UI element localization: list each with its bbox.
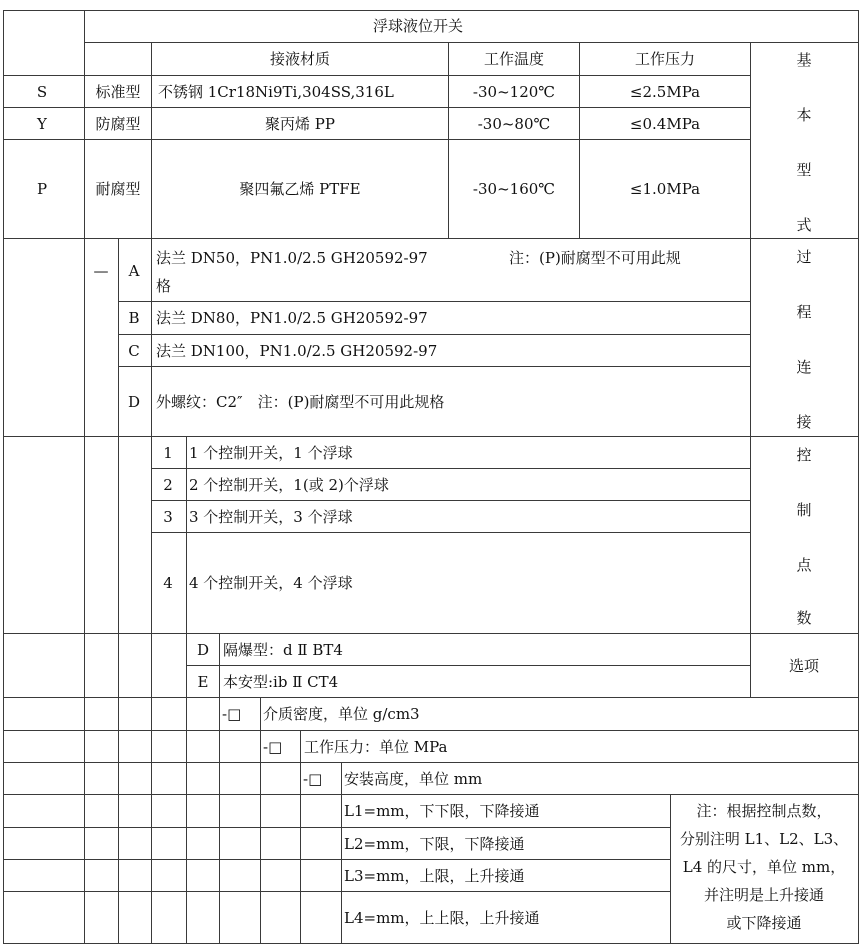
note-line: 并注明是上升接通 xyxy=(703,886,825,904)
param-box: -□ xyxy=(263,738,283,756)
side-label-process: 过 xyxy=(796,248,812,266)
rule xyxy=(858,10,859,944)
rule xyxy=(118,238,119,944)
type-pressure: ≤2.5MPa xyxy=(629,83,701,101)
rule xyxy=(3,238,859,239)
rule xyxy=(3,10,4,944)
param-box: -□ xyxy=(303,770,323,788)
side-label-control: 制 xyxy=(796,501,812,519)
rule xyxy=(3,859,670,860)
rule xyxy=(3,827,670,828)
rule xyxy=(3,762,859,763)
type-material: 聚丙烯 PP xyxy=(265,115,335,133)
connection-note-cont: 格 xyxy=(156,277,172,295)
type-material: 不锈钢 1Cr18Ni9Ti,304SS,316L xyxy=(158,83,394,101)
rule xyxy=(151,42,152,239)
param-text: 工作压力：单位 MPa xyxy=(304,738,448,756)
type-pressure: ≤1.0MPa xyxy=(629,180,701,198)
type-code: S xyxy=(36,83,48,101)
side-label-basic: 式 xyxy=(796,216,812,234)
side-label-basic: 型 xyxy=(796,161,812,179)
rule xyxy=(3,794,859,795)
rule xyxy=(84,10,85,944)
rule xyxy=(3,730,859,731)
type-temperature: -30~80℃ xyxy=(477,115,551,133)
side-label-basic: 本 xyxy=(796,106,812,124)
control-text: 1 个控制开关，1 个浮球 xyxy=(189,444,353,462)
rule xyxy=(341,762,342,944)
option-code: D xyxy=(196,641,210,659)
rule xyxy=(118,301,751,302)
type-code: Y xyxy=(37,115,47,133)
rule xyxy=(3,943,859,944)
rule xyxy=(579,42,580,239)
type-pressure: ≤0.4MPa xyxy=(629,115,701,133)
control-text: 4 个控制开关，4 个浮球 xyxy=(189,574,353,592)
connection-code: B xyxy=(128,309,140,327)
rule xyxy=(448,42,449,239)
control-code: 2 xyxy=(163,476,173,494)
connection-code: A xyxy=(128,262,140,280)
control-text: 3 个控制开关，3 个浮球 xyxy=(189,508,353,526)
control-code: 4 xyxy=(163,574,173,592)
note-line: 分别注明 L1、L2、L3、 xyxy=(679,830,849,848)
rule xyxy=(300,730,301,944)
rule xyxy=(3,633,859,634)
control-code: 1 xyxy=(163,444,173,462)
note-line: 或下降接通 xyxy=(726,914,802,932)
type-temperature: -30~120℃ xyxy=(472,83,556,101)
rule xyxy=(3,139,751,140)
level-text: L4=mm，上上限，上升接通 xyxy=(344,909,540,927)
side-label-control: 控 xyxy=(796,446,812,464)
note-line: L4 的尺寸，单位 mm， xyxy=(682,858,846,876)
rule xyxy=(260,697,261,944)
type-material: 聚四氟乙烯 PTFE xyxy=(239,180,361,198)
header-pressure: 工作压力 xyxy=(634,50,696,68)
rule xyxy=(3,697,859,698)
header-temperature: 工作温度 xyxy=(483,50,545,68)
rule xyxy=(152,468,751,469)
rule xyxy=(3,10,859,11)
option-code: E xyxy=(197,673,209,691)
connection-text: 法兰 DN100，PN1.0/2.5 GH20592-97 xyxy=(156,342,438,360)
rule xyxy=(3,107,751,108)
option-text: 隔爆型：d Ⅱ BT4 xyxy=(223,641,343,659)
side-label-process: 程 xyxy=(796,303,812,321)
connection-text: 法兰 DN80，PN1.0/2.5 GH20592-97 xyxy=(156,309,428,327)
control-text: 2 个控制开关，1(或 2)个浮球 xyxy=(189,476,389,494)
rule xyxy=(3,75,751,76)
connection-note: 注：(P)耐腐型不可用此规 xyxy=(509,249,681,267)
rule xyxy=(118,334,751,335)
rule xyxy=(84,42,859,43)
option-text: 本安型:ib Ⅱ CT4 xyxy=(223,673,339,691)
type-temperature: -30~160℃ xyxy=(472,180,556,198)
connection-dash: — xyxy=(93,262,109,280)
table-title: 浮球液位开关 xyxy=(372,17,464,35)
rule xyxy=(219,633,220,944)
rule xyxy=(152,532,751,533)
level-text: L2=mm，下限，下降接通 xyxy=(344,835,525,853)
rule xyxy=(118,366,751,367)
connection-text: 外螺纹：C2″ 注：(P)耐腐型不可用此规格 xyxy=(156,393,445,411)
note-line: 注：根据控制点数， xyxy=(696,802,832,820)
rule xyxy=(670,794,671,944)
rule xyxy=(750,42,751,698)
rule xyxy=(151,238,152,944)
rule xyxy=(3,891,670,892)
rule xyxy=(186,665,751,666)
type-name: 耐腐型 xyxy=(95,180,141,198)
connection-text: 法兰 DN50，PN1.0/2.5 GH20592-97 xyxy=(156,249,428,267)
side-label-basic: 基 xyxy=(796,51,812,69)
rule xyxy=(3,436,859,437)
param-box: -□ xyxy=(222,705,242,723)
type-code: P xyxy=(36,180,48,198)
connection-code: D xyxy=(127,393,141,411)
side-label-control: 点 xyxy=(796,556,812,574)
side-label-process: 连 xyxy=(796,358,812,376)
type-name: 防腐型 xyxy=(95,115,141,133)
param-text: 介质密度，单位 g/cm3 xyxy=(263,705,420,723)
type-name: 标准型 xyxy=(95,83,141,101)
side-label-options: 选项 xyxy=(788,657,820,675)
side-label-control: 数 xyxy=(796,609,812,627)
rule xyxy=(186,436,187,944)
level-text: L1=mm，下下限，下降接通 xyxy=(344,802,540,820)
connection-code: C xyxy=(128,342,140,360)
param-text: 安装高度，单位 mm xyxy=(344,770,483,788)
control-code: 3 xyxy=(163,508,173,526)
header-material: 接液材质 xyxy=(269,50,331,68)
side-label-process: 接 xyxy=(796,413,812,431)
rule xyxy=(152,500,751,501)
level-text: L3=mm，上限，上升接通 xyxy=(344,867,525,885)
